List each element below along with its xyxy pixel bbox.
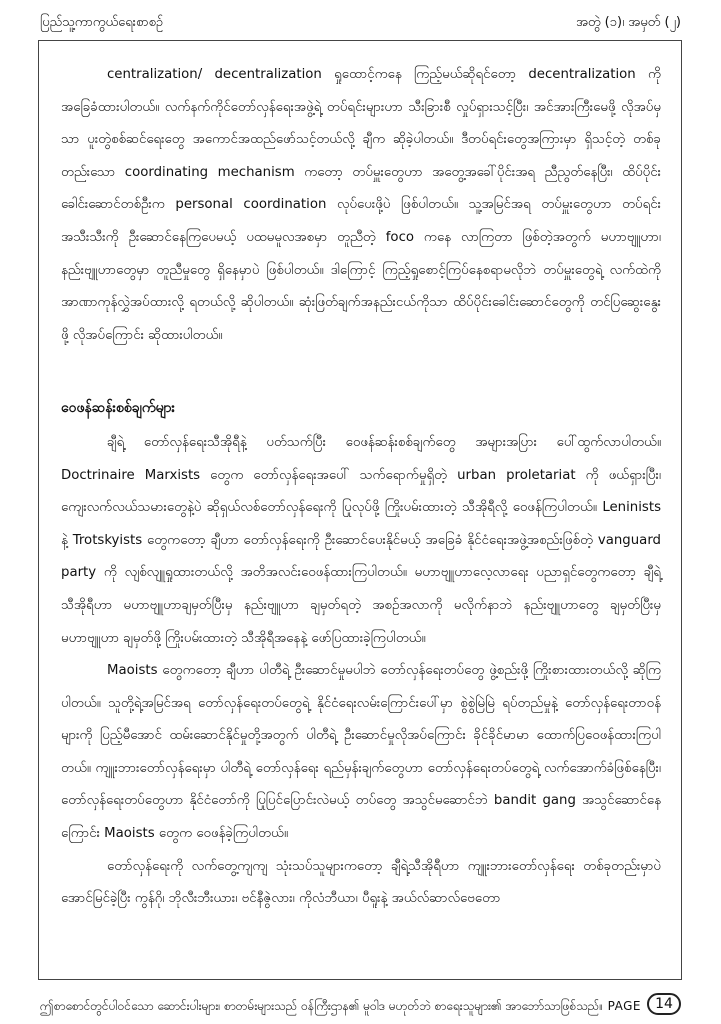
paragraph-1: centralization/ decentralization ရှုထောင့်ကနေ ကြည့်မယ်ဆိုရင်တော့ decentralization ကို အခြေခံထားပါတယ်။ လက်နက်ကိုင်တော်လှန်ရေးအဖွဲ့ရဲ့ တပ်ရင်းများဟာ သီးခြားစီ လှုပ်ရှားသင့်ပြီး၊ အင်အားကြီးမေဖို့ လိုအပ်မှသာ ပူးတွဲစစ်ဆင်ရေးတွေ အကောင်အထည်ဖော်သင့်တယ်လို့ ချီက ဆိုခဲ့ပါတယ်။ ဒီတပ်ရင်းတွေအကြားမှာ ရှိသင့်တဲ့ တစ်ခုတည်းသော coordinating mechanism ကတော့ တပ်မှူးတွေဟာ အတွေ့အခေါ်ပိုင်းအရ ညီညွတ်နေပြီး၊ ထိပ်ပိုင်းခေါင်းဆောင်တစ်ဦးက personal coordination လုပ်ပေးဖို့ပဲ ဖြစ်ပါတယ်။ သူ့အမြင်အရ တပ်မှူးတွေဟာ တပ်ရင်းအသီးသီးကို ဦးဆောင်နေကြပေမယ့် ပထမမူလအစမှာ တူညီတဲ့ foco ကနေ လာကြတာ ဖြစ်တဲ့အတွက် မဟာဗျူဟာ၊ နည်းဗျူဟာတွေမှာ တူညီမှုတွေ ရှိနေမှာပဲ ဖြစ်ပါတယ်။ ဒါကြောင့် ကြည့်ရှုစောင့်ကြပ်နေစရာမလိုဘဲ တပ်မှူးတွေရဲ့ လက်ထဲကို အာဏာကုန်လွှဲအပ်ထားလို့ ရတယ်လို့ ဆိုပါတယ်။ ဆုံးဖြတ်ချက်အနည်းငယ်ကိုသာ ထိပ်ပိုင်းခေါင်းဆောင်တွေကို တင်ပြဆွေးနွေးဖို့ လိုအပ်ကြောင်း ဆိုထားပါတယ်။ (61, 67, 661, 343)
article-body (39, 41, 681, 916)
page-number: 14 (647, 993, 681, 1015)
page-header (40, 14, 681, 34)
section-spacer (61, 352, 661, 392)
paragraph-3: Maoists တွေကတော့ ချီဟာ ပါတီရဲ့ ဦးဆောင်မှုမပါဘဲ တော်လှန်ရေးတပ်တွေ ဖွဲ့စည်းဖို့ ကြိုးစားထားတယ်လို့ ဆိုကြပါတယ်။ သူတို့ရဲ့အမြင်အရ တော်လှန်ရေးတပ်တွေရဲ့ နိုင်ငံရေးလမ်းကြောင်းပေါ်မှာ စွဲစွဲမြဲမြဲ ရပ်တည်မှုနဲ့ တော်လှန်ရေးတာဝန်များကို ပြည့်မီအောင် ထမ်းဆောင်နိုင်မှုတို့အတွက် ပါတီရဲ့ ဦးဆောင်မှုလိုအပ်ကြောင်း ခိုင်ခိုင်မာမာ ထောက်ပြဝေဖန်ထားကြပါတယ်။ ကျူးဘားတော်လှန်ရေးမှာ ပါတီရဲ့ တော်လှန်ရေး ရည်မှန်းချက်တွေဟာ တော်လှန်ရေးတပ်တွေရဲ့ လက်အောက်ခံဖြစ်နေပြီး၊ တော်လှန်ရေးတပ်တွေဟာ နိုင်ငံတော်ကို ပြုပြင်ပြောင်းလဲမယ့် တပ်တွေ အသွင်မဆောင်ဘဲ bandit gang အသွင်ဆောင်နေကြောင်း Maoists တွေက ဝေဖန်ခဲ့ကြပါတယ်။ (61, 663, 661, 842)
disclaimer-note: ဤစာစောင်တွင်ပါဝင်သော ဆောင်းပါးများ၊ စာတမ်းများသည် ဝန်ကြီးဌာန၏ မူဝါဒ မဟုတ်ဘဲ စာရေးသူများ၏ အာဘော်သာဖြစ်သည်။ (40, 999, 604, 1013)
publication-title: ပြည်သူ့ကာကွယ်ရေးစာစဥ် (40, 15, 164, 30)
page-frame (38, 40, 682, 980)
paragraph-2: ချီရဲ့ တော်လှန်ရေးသီအိုရီနဲ့ ပတ်သက်ပြီး ဝေဖန်ဆန်းစစ်ချက်တွေ အများအပြား ပေါ်ထွက်လာပါတယ်။ Doctrinaire Marxists တွေက တော်လှန်ရေးအပေါ် သက်ရောက်မှုရှိတဲ့ urban proletariat ကို ဖယ်ရှားပြီး၊ ကျေးလက်လယ်သမားတွေနဲ့ပဲ ဆိုရှယ်လစ်တော်လှန်ရေးကို ပြုလုပ်ဖို့ ကြိုးပမ်းထားတဲ့ သီအိုရီလို့ ဝေဖန်ကြပါတယ်။ Leninists နဲ့ Trotskyists တွေကတော့ ချီဟာ တော်လှန်ရေးကို ဦးဆောင်ပေးနိုင်မယ့် အခြေခံ နိုင်ငံရေးအဖွဲ့အစည်းဖြစ်တဲ့ vanguard party ကို လျစ်လျူရှုထားတယ်လို့ အတိအလင်းဝေဖန်ထားကြပါတယ်။ မဟာဗျူဟာလေ့လာရေး ပညာရှင်တွေကတော့ ချီရဲ့သီအိုရီဟာ မဟာဗျူဟာချမှတ်ပြီးမှ နည်းဗျူဟာ ချမှတ်ရတဲ့ အစဉ်အလာကို မလိုက်နာဘဲ နည်းဗျူဟာတွေ ချမှတ်ပြီးမှ မဟာဗျူဟာ ချမှတ်ဖို့ ကြိုးပမ်းထားတဲ့ သီအိုရီအနေနဲ့ ဖော်ပြထားခဲ့ကြပါတယ်။ (61, 434, 661, 646)
page-footer (40, 990, 681, 1020)
section-heading: ဝေဖန်ဆန်းစစ်ချက်များ (61, 400, 176, 417)
page-label: PAGE (607, 999, 641, 1013)
paragraph-4: တော်လှန်ရေးကို လက်တွေ့ကျကျ သုံးသပ်သူများကတော့ ချီရဲ့သီအိုရီဟာ ကျူးဘားတော်လှန်ရေး တစ်ခုတည်းမှာပဲ အောင်မြင်ခဲ့ပြီး ကွန်ဂို၊ ဘိုလီးဘီးယား၊ ဗင်နီဇွဲလား၊ ကိုလံဘီယာ၊ ပီရူးနဲ့ အယ်လ်ဆာလ်ဗေတော (61, 858, 661, 907)
volume-issue: အတွဲ (၁)၊ အမှတ် (၂) (575, 15, 681, 30)
